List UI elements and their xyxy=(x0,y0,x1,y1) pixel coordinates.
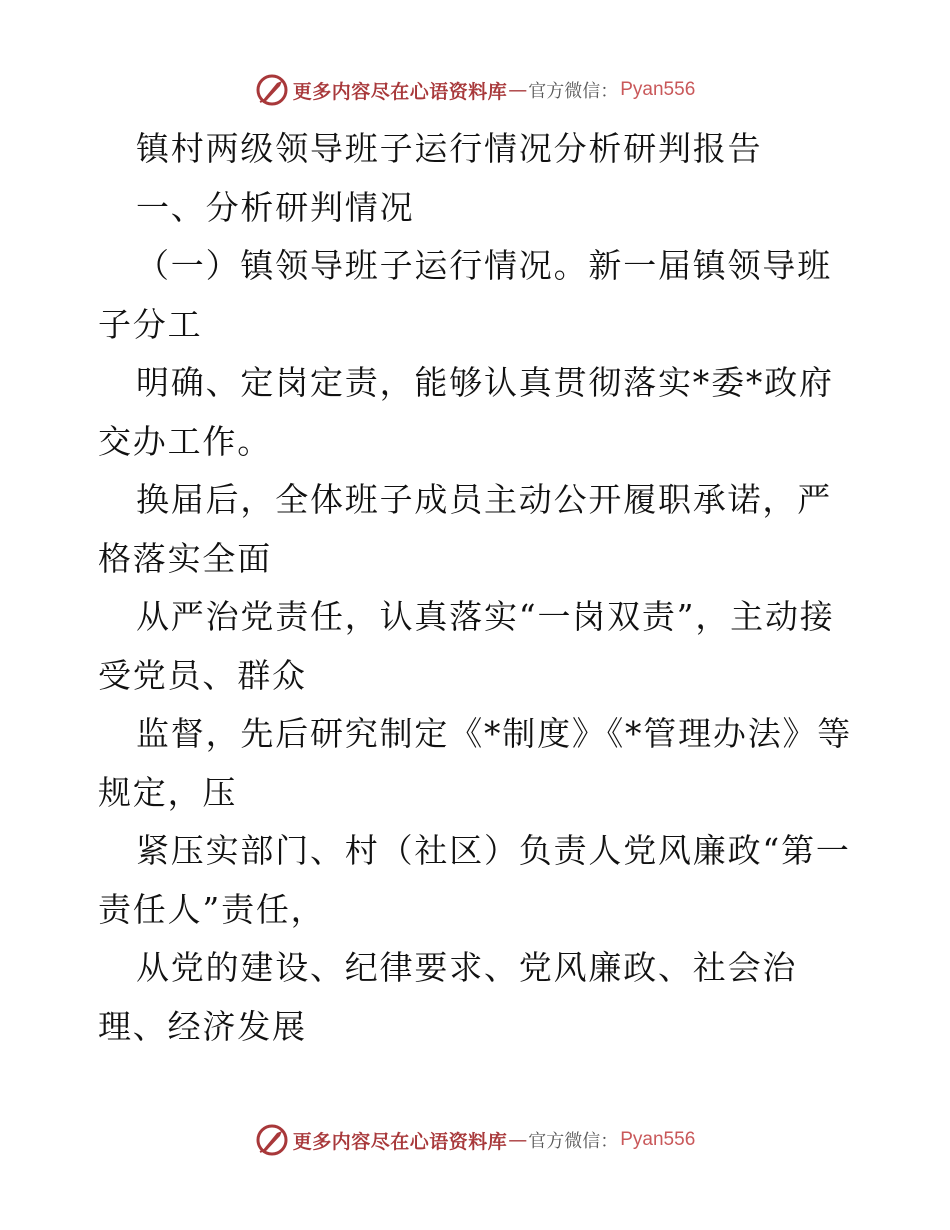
quill-logo-icon xyxy=(255,73,289,107)
document-title: 镇村两级领导班子运行情况分析研判报告 xyxy=(136,129,763,168)
paragraph: 监督，先后研究制定《*制度》《*管理办法》等规定，压 xyxy=(98,714,853,812)
quill-logo-icon xyxy=(255,1123,289,1157)
paragraph: （一）镇领导班子运行情况。新一届镇领导班子分工 xyxy=(98,246,832,344)
paragraph: 从严治党责任，认真落实“一岗双责”，主动接受党员、群众 xyxy=(98,597,835,695)
paragraph: 紧压实部门、村（社区）负责人党风廉政“第一责任人”责任， xyxy=(98,831,851,929)
section-heading: 一、分析研判情况 xyxy=(136,187,415,227)
header-watermark xyxy=(0,70,950,110)
watermark-text: 更多内容尽在心语资料库 xyxy=(292,80,508,103)
paragraph: 明确、定岗定责，能够认真贯彻落实*委*政府交办工作。 xyxy=(98,363,834,461)
paragraph: 换届后，全体班子成员主动公开履职承诺，严格落实全面 xyxy=(98,480,832,578)
watermark-dash: — xyxy=(508,79,528,101)
wechat-id: Pyan556 xyxy=(620,79,696,100)
watermark-dash: — xyxy=(508,1129,528,1151)
paragraph: 从党的建设、纪律要求、党风廉政、社会治理、经济发展 xyxy=(98,948,798,1046)
wechat-id: Pyan556 xyxy=(620,1129,696,1150)
document-body xyxy=(98,120,858,1056)
wechat-label: 官方微信： xyxy=(528,81,619,102)
watermark-text: 更多内容尽在心语资料库 xyxy=(292,1130,508,1153)
wechat-label: 官方微信： xyxy=(528,1131,619,1152)
footer-watermark xyxy=(0,1120,950,1160)
